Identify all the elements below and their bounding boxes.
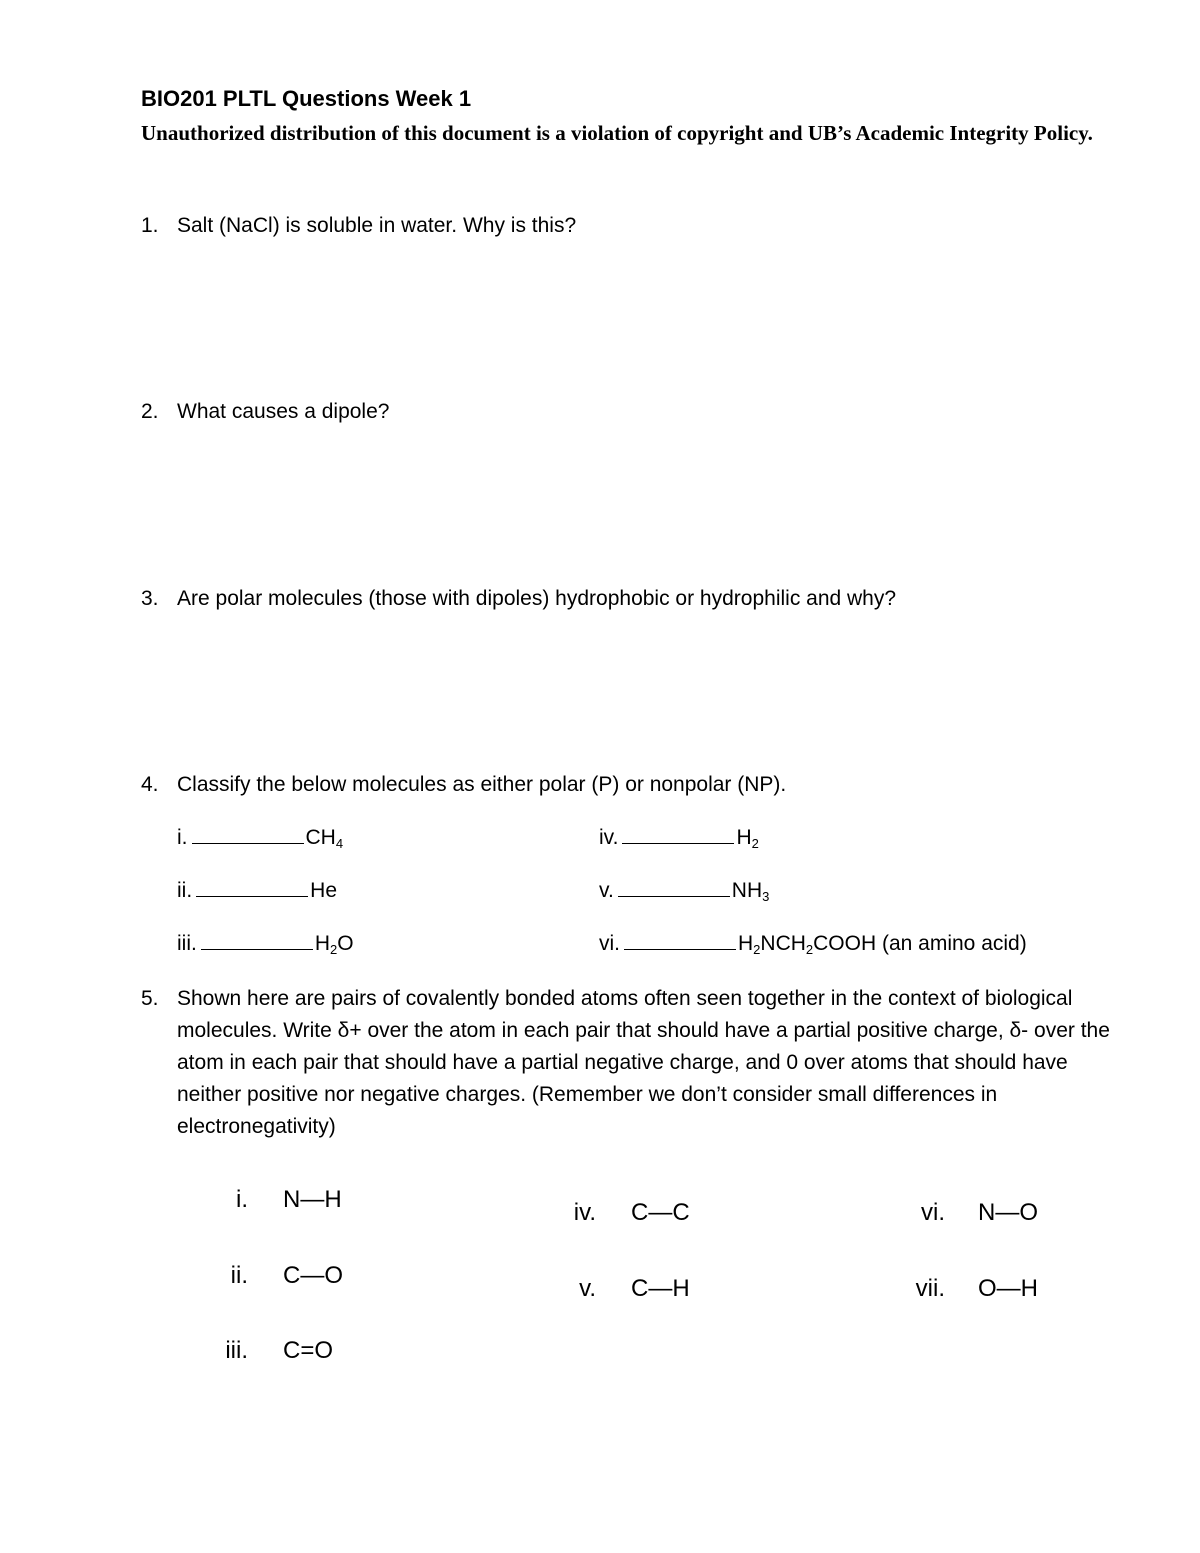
bond-formula: C—H [631,1275,690,1302]
document-title: BIO201 PLTL Questions Week 1 [141,86,472,111]
bond-formula: N—H [283,1186,342,1213]
item-label: v. [599,879,614,902]
bond-formula: C=O [283,1337,334,1364]
pair-label: vii. [915,1275,945,1302]
question-number: 2. [141,400,159,423]
bond-pair-v [550,1275,690,1303]
formula: $H_2O$ [314,932,354,957]
question-1 [141,214,576,238]
q4-item-iii [177,931,354,956]
answer-blank[interactable] [622,825,734,844]
item-label: i. [177,826,188,849]
item-label: iv. [599,826,619,849]
q4-item-v [599,878,769,903]
formula: $H_2NCH_2COOH$ (an amino acid) [738,932,1027,957]
formula: He [310,879,338,902]
question-2 [141,400,389,424]
pair-label: v. [579,1275,596,1302]
q4-item-vi [599,931,1027,956]
bond-formula: C—O [283,1262,343,1289]
pair-label: iii. [225,1337,248,1364]
pair-label: iv. [573,1199,596,1226]
bond-formula: C—C [631,1199,690,1226]
answer-blank[interactable] [624,931,736,950]
question-number: 5. [141,987,159,1010]
pair-label: i. [236,1186,248,1213]
answer-blank[interactable] [192,825,304,844]
question-3 [141,587,896,611]
pair-label: vi. [921,1199,945,1226]
question-text: Shown here are pairs of covalently bonded atoms often seen together in the context of biological molecules. Write δ+ over the atom in each pair that should have a partial positive charge, δ- over the atom in each pair that should have a partial negative charge, and 0 over atoms that should have neither positive nor negative charges. (Remember we don’t consider small differences in electronegativity) [177,987,1110,1138]
question-number: 1. [141,214,159,237]
bond-formula: N—O [978,1199,1038,1226]
question-text: Are polar molecules (those with dipoles) hydrophobic or hydrophilic and why? [177,587,897,610]
question-number: 4. [141,773,159,796]
item-label: iii. [177,932,197,955]
question-text: Salt (NaCl) is soluble in water. Why is this? [177,214,577,237]
bond-pair-vii [895,1275,1038,1303]
q4-item-i [177,825,343,850]
bond-pair-iv [550,1199,690,1227]
formula: $NH_3$ [731,879,770,904]
item-label: vi. [599,932,620,955]
question-text: What causes a dipole? [177,400,390,423]
item-label: ii. [177,879,193,902]
answer-blank[interactable] [196,878,308,897]
question-4 [141,773,786,797]
pair-label: ii. [230,1262,248,1289]
formula: $H_2$ [736,826,759,851]
bond-pair-vi [895,1199,1038,1227]
answer-blank[interactable] [201,931,313,950]
bond-pair-i [200,1186,342,1214]
answer-blank[interactable] [618,878,730,897]
q4-item-ii [177,878,337,903]
bond-formula: O—H [978,1275,1038,1302]
bond-pair-ii [200,1262,343,1290]
q4-item-iv [599,825,759,850]
question-number: 3. [141,587,159,610]
question-5 [141,983,1121,1143]
copyright-warning: Unauthorized distribution of this document is a violation of copyright and UB’s Academic Integrity Policy. [141,121,1093,145]
formula: $CH_4$ [305,826,344,851]
question-text: Classify the below molecules as either polar (P) or nonpolar (NP). [177,773,787,796]
bond-pair-iii [200,1337,333,1365]
